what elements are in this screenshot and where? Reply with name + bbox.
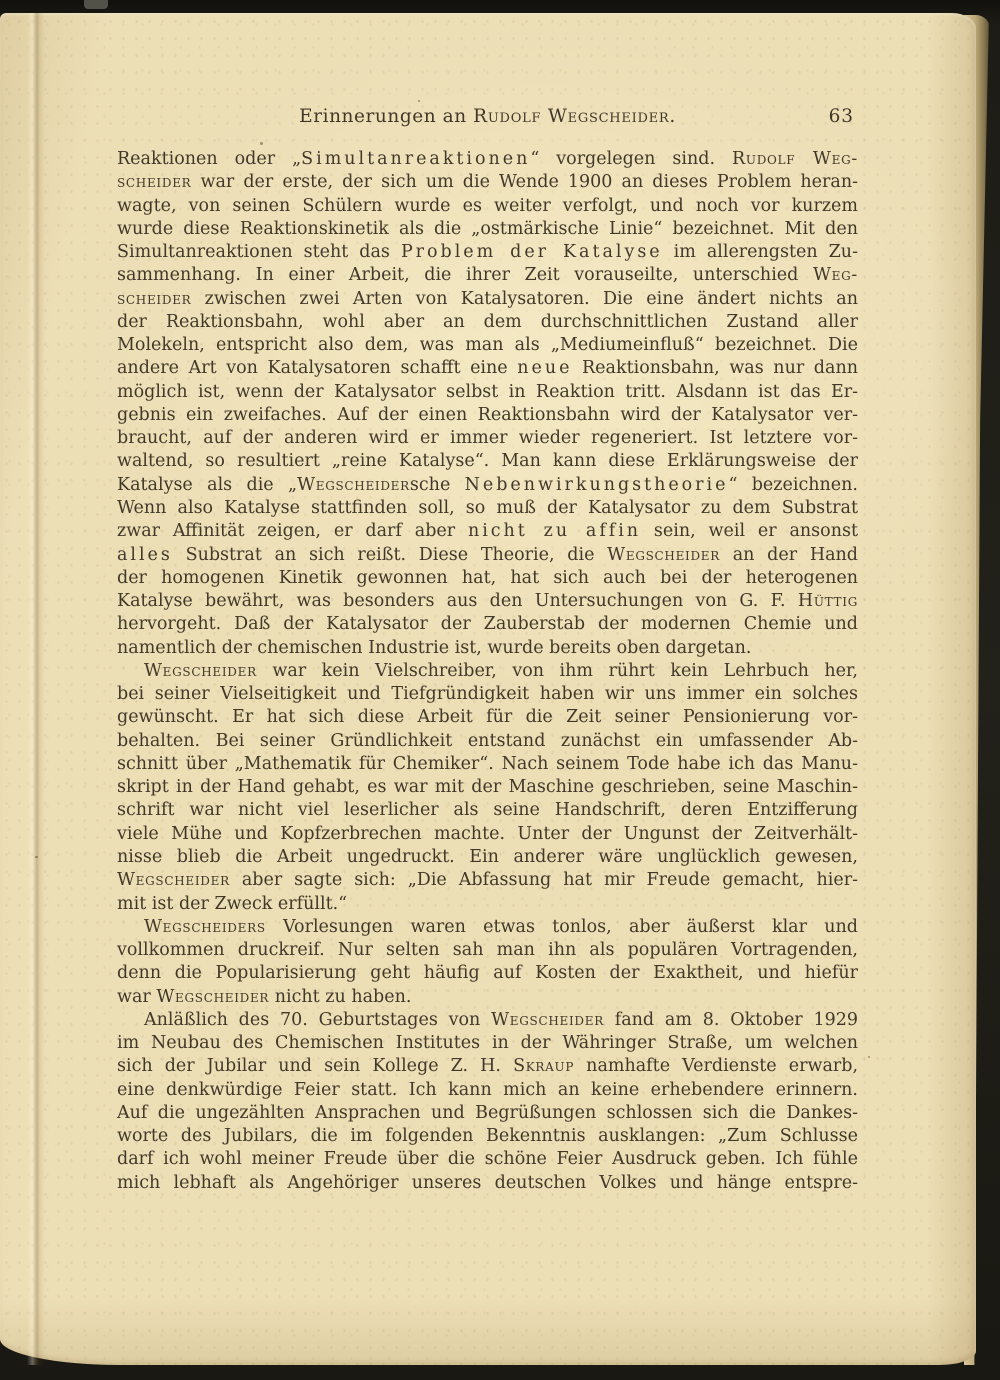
body-text	[117, 148, 858, 1195]
running-title-prefix: Erinnerungen an	[299, 106, 474, 127]
paper-speck	[418, 100, 420, 102]
page-number: 63	[828, 106, 854, 127]
text-line: Wegscheider war kein Vielschreiber, von ihm rührt kein Lehrbuch her,	[144, 660, 858, 681]
text-line: bei seiner Vielseitigkeit und Tiefgründigkeit haben wir uns immer ein solches	[117, 684, 858, 705]
text-line: vollkommen druckreif. Nur selten sah man ihn als populären Vortragenden,	[117, 940, 858, 961]
running-title-suffix: .	[669, 106, 676, 127]
paper-speck	[35, 856, 38, 858]
text-line: darf ich wohl meiner Freude über die schöne Feier Ausdruck geben. Ich fühle	[117, 1149, 858, 1170]
text-line: sammenhang. In einer Arbeit, die ihrer Zeit vorauseilte, unterschied Weg-	[117, 265, 858, 286]
text-line: alles Substrat an sich reißt. Diese Theorie, die Wegscheider an der Hand	[117, 544, 858, 565]
text-line: behalten. Bei seiner Gründlichkeit entstand zunächst ein umfassender Ab-	[117, 730, 858, 751]
paper-speck	[868, 1056, 870, 1058]
text-line: gebnis ein zweifaches. Auf der einen Reaktionsbahn wird der Katalysator ver-	[117, 404, 858, 425]
paragraph	[117, 148, 858, 660]
text-line: Katalyse bewährt, was besonders aus den Untersuchungen von G. F. Hüttig	[117, 591, 858, 612]
text-line: denn die Popularisierung geht häufig auf Kosten der Exaktheit, und hiefür	[117, 963, 858, 984]
text-line: wurde diese Reaktionskinetik als die „ostmärkische Linie“ bezeichnet. Mit den	[117, 218, 858, 239]
text-line: gewünscht. Er hat sich diese Arbeit für die Zeit seiner Pensionierung vor-	[117, 707, 858, 728]
text-line: scheider war der erste, der sich um die Wende 1900 an dieses Problem heran-	[117, 172, 858, 193]
text-line: der Reaktionsbahn, wohl aber an dem durchschnittlichen Zustand aller	[117, 311, 858, 332]
text-line: eine denkwürdige Feier statt. Ich kann mich an keine erhebendere erinnern.	[117, 1079, 858, 1100]
text-block	[117, 105, 858, 1195]
text-line: skript in der Hand gehabt, es war mit der Maschine geschrieben, seine Maschin-	[117, 777, 858, 798]
text-line: braucht, auf der anderen wird er immer wieder regeneriert. Ist letztere vor-	[117, 428, 858, 449]
paper-speck	[260, 142, 263, 145]
text-line: Auf die ungezählten Ansprachen und Begrüßungen schlossen sich die Dankes-	[117, 1102, 858, 1123]
text-line: Wenn also Katalyse stattfinden soll, so muß der Katalysator zu dem Substrat	[117, 497, 858, 518]
text-line: mit ist der Zweck erfüllt.“	[117, 893, 348, 914]
text-line: Wegscheiders Vorlesungen waren etwas tonlos, aber äußerst klar und	[144, 916, 858, 937]
text-line: schrift war nicht viel leserlicher als seine Handschrift, deren Entzifferung	[117, 800, 858, 821]
text-line: zwar Affinität zeigen, er darf aber nicht zu affin sein, weil er ansonst	[117, 521, 858, 542]
binding-notch	[84, 0, 108, 9]
text-line: Simultanreaktionen steht das Problem der Katalyse im allerengsten Zu-	[117, 242, 858, 263]
text-line: der homogenen Kinetik gewonnen hat, hat sich auch bei der heterogenen	[117, 567, 858, 588]
text-line: viele Mühe und Kopfzerbrechen machte. Unter der Ungunst der Zeitverhält-	[117, 823, 858, 844]
text-line: mich lebhaft als Angehöriger unseres deutschen Volkes und hänge entspre-	[117, 1172, 858, 1193]
text-line: möglich ist, wenn der Katalysator selbst in Reaktion tritt. Alsdann ist das Er-	[117, 381, 858, 402]
text-line: namentlich der chemischen Industrie ist, wurde bereits oben dargetan.	[117, 637, 752, 658]
text-line: nisse blieb die Arbeit ungedruckt. Ein anderer wäre unglücklich gewesen,	[117, 846, 858, 867]
text-line: im Neubau des Chemischen Institutes in der Währinger Straße, um welchen	[117, 1033, 858, 1054]
text-line: hervorgeht. Daß der Katalysator der Zauberstab der modernen Chemie und	[117, 614, 858, 635]
text-line: Molekeln, entspricht also dem, was man als „Mediumeinfluß“ bezeichnet. Die	[117, 335, 858, 356]
text-line: war Wegscheider nicht zu haben.	[117, 986, 412, 1007]
text-line: sich der Jubilar und sein Kollege Z. H. Skraup namhafte Verdienste erwarb,	[117, 1056, 859, 1077]
text-line: Katalyse als die „Wegscheidersche Nebenwirkungstheorie“ bezeichnen.	[117, 474, 858, 495]
text-line: scheider zwischen zwei Arten von Katalysatoren. Die eine ändert nichts an	[117, 288, 858, 309]
text-line: schnitt über „Mathematik für Chemiker“. Nach seinem Tode habe ich das Manu-	[117, 753, 858, 774]
paragraph	[117, 1009, 858, 1195]
running-title	[299, 106, 676, 127]
running-title-name: Rudolf Wegscheider	[473, 106, 670, 127]
text-line: waltend, so resultiert „reine Katalyse“. Man kann diese Erklärungsweise der	[117, 451, 858, 472]
text-line: andere Art von Katalysatoren schafft eine neue Reaktionsbahn, was nur dann	[117, 358, 858, 379]
text-line: Reaktionen oder „Simultanreaktionen“ vorgelegen sind. Rudolf Weg-	[117, 149, 858, 169]
paragraph	[117, 660, 858, 916]
page-header	[117, 105, 858, 129]
text-line: worte des Jubilars, die im folgenden Bekenntnis ausklangen: „Zum Schlusse	[117, 1126, 858, 1147]
text-line: wagte, von seinen Schülern wurde es weiter verfolgt, und noch vor kurzem	[117, 195, 858, 216]
paragraph	[117, 916, 858, 1009]
gutter-crease	[27, 13, 45, 1365]
text-line: Anläßlich des 70. Geburtstages von Wegscheider fand am 8. Oktober 1929	[144, 1009, 859, 1030]
book-page	[0, 13, 976, 1365]
text-line: Wegscheider aber sagte sich: „Die Abfassung hat mir Freude gemacht, hier-	[117, 870, 858, 891]
